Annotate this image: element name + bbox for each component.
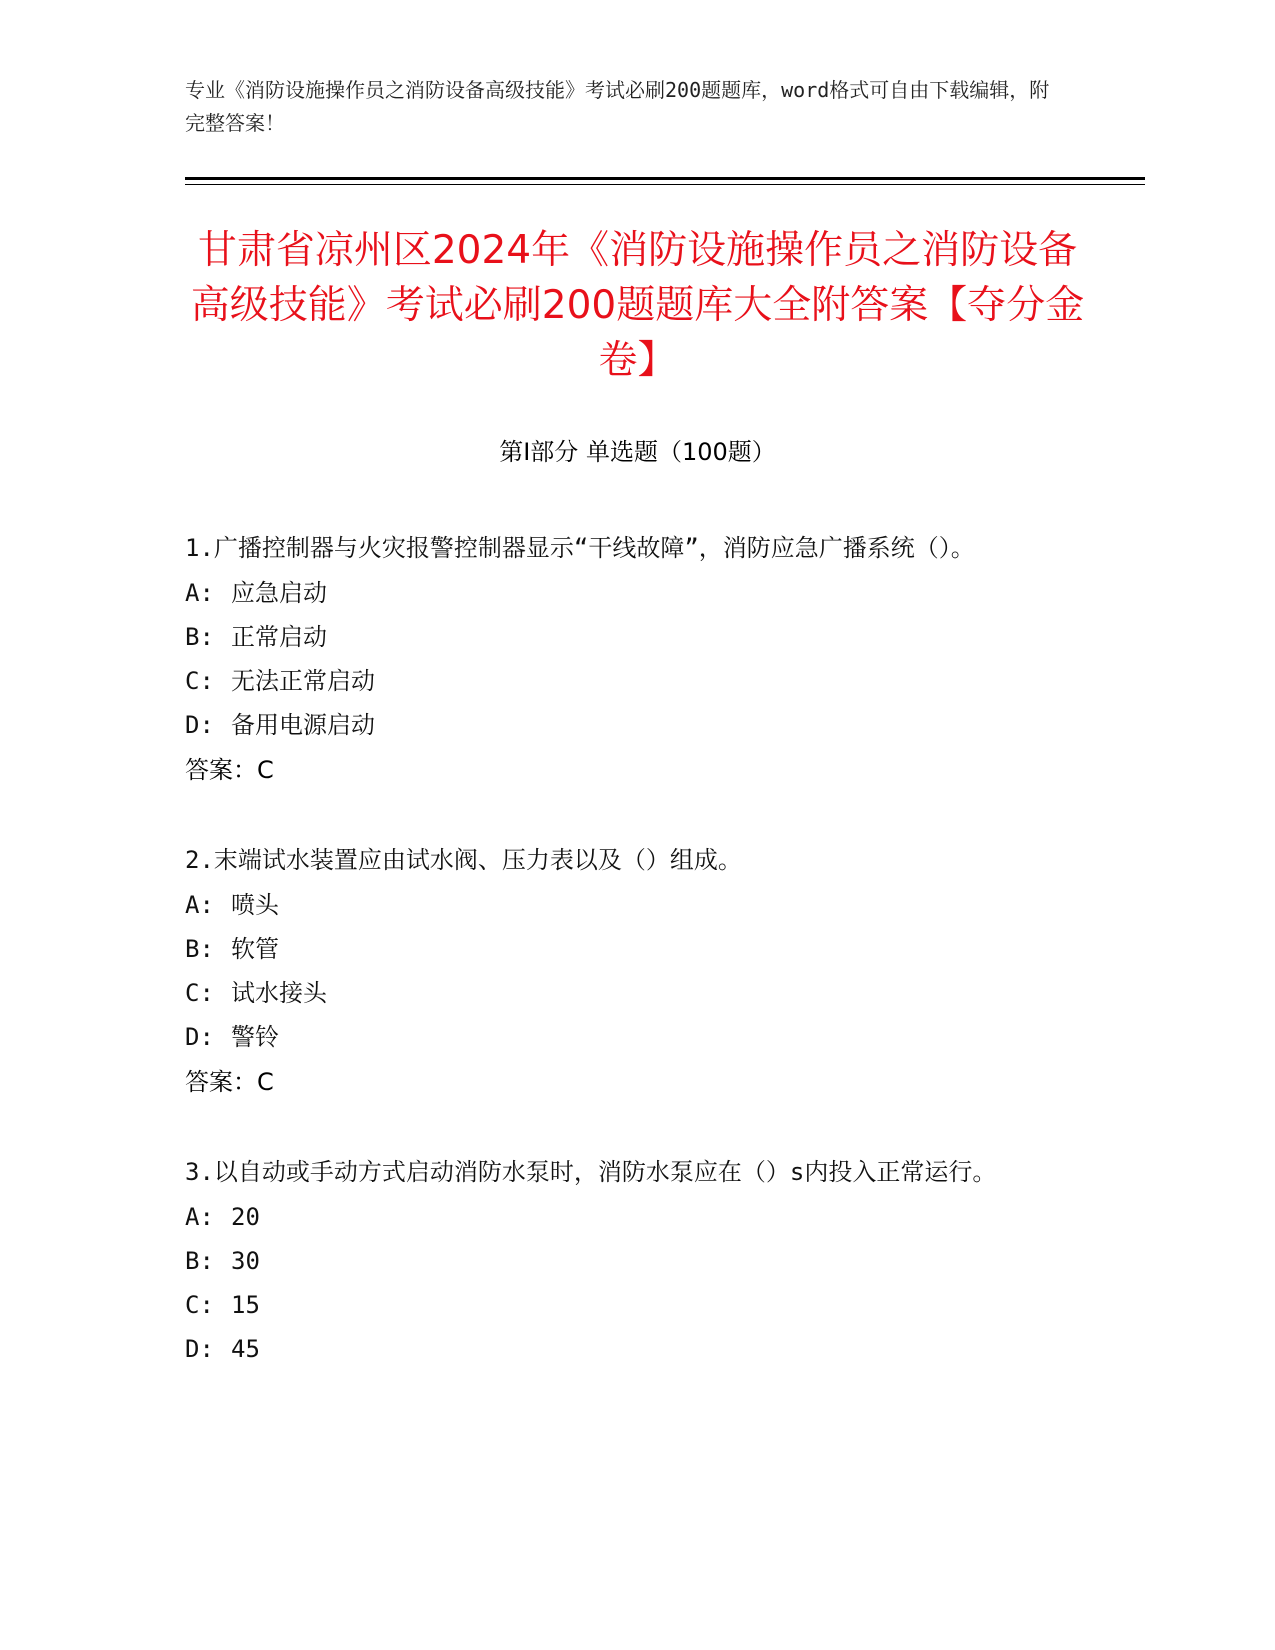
option-key: D: [185, 711, 214, 739]
question-stem: 3.以自动或手动方式启动消防水泵时，消防水泵应在（）s内投入正常运行。 [185, 1158, 997, 1186]
option-text: 应急启动 [231, 579, 327, 607]
question-list [185, 525, 1065, 1415]
option-text: 45 [231, 1335, 260, 1363]
option-b [185, 927, 1065, 971]
section-title: 第I部分 单选题（100题） [499, 438, 776, 466]
answer-line: 答案：C [185, 1068, 274, 1096]
option-text: 正常启动 [231, 623, 327, 651]
question-stem: 2.末端试水装置应由试水阀、压力表以及（）组成。 [185, 846, 742, 874]
answer-line: 答案：C [185, 756, 274, 784]
question-2 [185, 837, 1065, 1105]
header-note: 专业《消防设施操作员之消防设备高级技能》考试必刷200题题库，word格式可自由下载编辑，附完整答案！ [185, 78, 1050, 135]
option-a [185, 883, 1065, 927]
option-text: 20 [231, 1203, 260, 1231]
header-rule-thick [185, 177, 1145, 180]
option-c [185, 971, 1065, 1015]
option-text: 15 [231, 1291, 260, 1319]
option-key: C: [185, 667, 214, 695]
option-a [185, 571, 1065, 615]
question-1 [185, 525, 1065, 793]
question-stem: 1.广播控制器与火灾报警控制器显示“干线故障”，消防应急广播系统（）。 [185, 534, 975, 562]
option-key: C: [185, 979, 214, 1007]
option-text: 30 [231, 1247, 260, 1275]
option-text: 无法正常启动 [231, 667, 375, 695]
option-d [185, 703, 1065, 747]
option-d [185, 1015, 1065, 1059]
option-text: 软管 [231, 935, 279, 963]
option-text: 警铃 [231, 1023, 279, 1051]
option-key: B: [185, 935, 214, 963]
option-key: B: [185, 623, 214, 651]
option-key: D: [185, 1023, 214, 1051]
option-a [185, 1195, 1065, 1239]
option-c [185, 659, 1065, 703]
option-key: B: [185, 1247, 214, 1275]
option-key: A: [185, 1203, 214, 1231]
option-c [185, 1283, 1065, 1327]
option-d [185, 1327, 1065, 1371]
question-3 [185, 1149, 1065, 1371]
option-key: D: [185, 1335, 214, 1363]
option-text: 备用电源启动 [231, 711, 375, 739]
header-rule-thin [185, 184, 1145, 185]
option-key: A: [185, 891, 214, 919]
option-text: 喷头 [231, 891, 279, 919]
option-text: 试水接头 [231, 979, 327, 1007]
document-title: 甘肃省凉州区2024年《消防设施操作员之消防设备高级技能》考试必刷200题题库大全附答案【夺分金卷】 [190, 228, 1085, 383]
option-b [185, 1239, 1065, 1283]
option-key: A: [185, 579, 214, 607]
option-key: C: [185, 1291, 214, 1319]
option-b [185, 615, 1065, 659]
